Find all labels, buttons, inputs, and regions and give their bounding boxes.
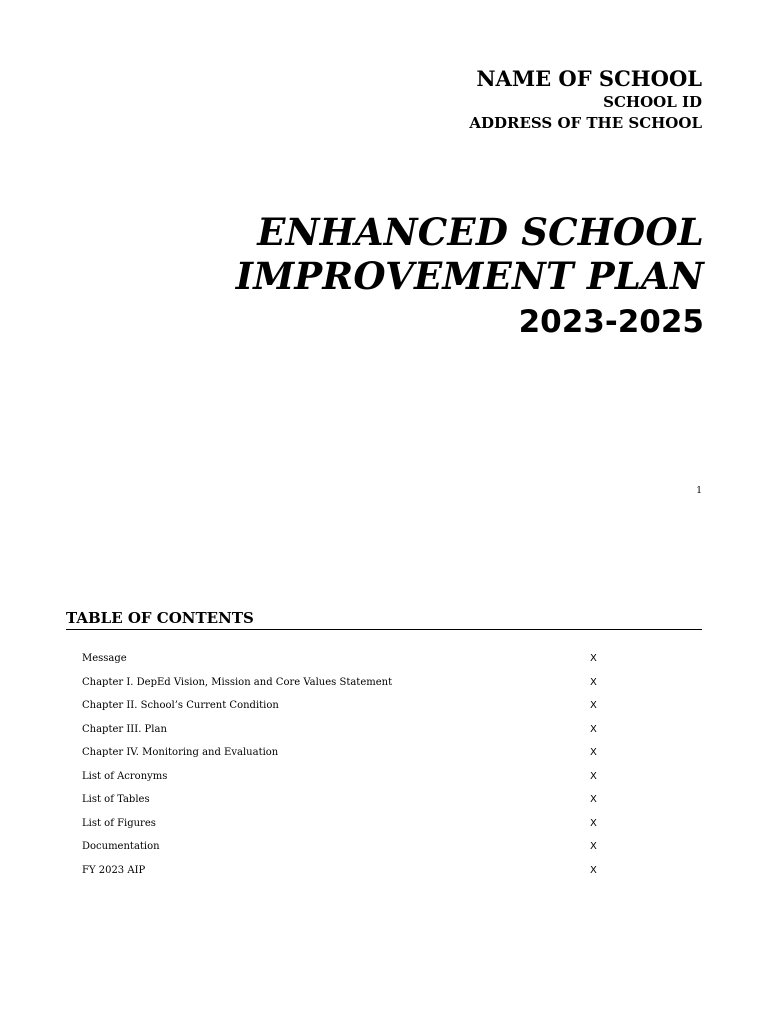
toc-item-page: X [590,770,597,782]
document-title [236,210,704,342]
toc-item-page: X [590,723,597,735]
school-address: ADDRESS OF THE SCHOOL [469,114,702,132]
toc-item-page: X [590,747,597,758]
toc-item-page: X [590,817,597,829]
toc-item-chapter-2[interactable] [82,696,602,720]
toc-heading: TABLE OF CONTENTS [66,608,702,630]
toc-item-page: X [590,864,597,876]
title-line-2: IMPROVEMENT PLAN [235,254,704,298]
toc-item-label: Documentation [82,841,160,852]
toc-item-documentation[interactable] [82,837,602,861]
school-name: NAME OF SCHOOL [476,66,702,91]
title-years: 2023-2025 [518,304,704,340]
title-line-1: ENHANCED SCHOOL [257,210,704,254]
toc-item-label: List of Figures [82,817,156,829]
toc-item-chapter-3[interactable] [82,720,602,744]
toc-list [82,649,602,884]
toc-item-page: X [590,676,597,688]
toc-item-label: Chapter II. School’s Current Condition [82,700,279,711]
page-number: 1 [696,486,702,496]
toc-item-page: X [590,700,597,711]
toc-item-page: X [590,794,597,805]
toc-item-label: FY 2023 AIP [82,864,146,876]
toc-item-tables[interactable] [82,790,602,814]
school-header [469,66,702,134]
toc-item-figures[interactable] [82,814,602,838]
toc-item-chapter-4[interactable] [82,743,602,767]
toc-item-label: Message [82,653,127,664]
toc-item-chapter-1[interactable] [82,673,602,697]
toc-item-label: Chapter I. DepEd Vision, Mission and Core Values Statement [82,676,393,688]
toc-item-label: List of Acronyms [82,770,168,782]
toc-item-label: Chapter IV. Monitoring and Evaluation [82,747,279,758]
toc-item-label: List of Tables [82,794,150,805]
toc-item-page: X [590,653,597,664]
toc-item-acronyms[interactable] [82,767,602,791]
toc-item-fy-2023-aip[interactable] [82,861,602,885]
toc-item-message[interactable] [82,649,602,673]
toc-item-label: Chapter III. Plan [82,723,167,735]
toc-item-page: X [590,841,597,852]
school-id: SCHOOL ID [603,93,702,111]
